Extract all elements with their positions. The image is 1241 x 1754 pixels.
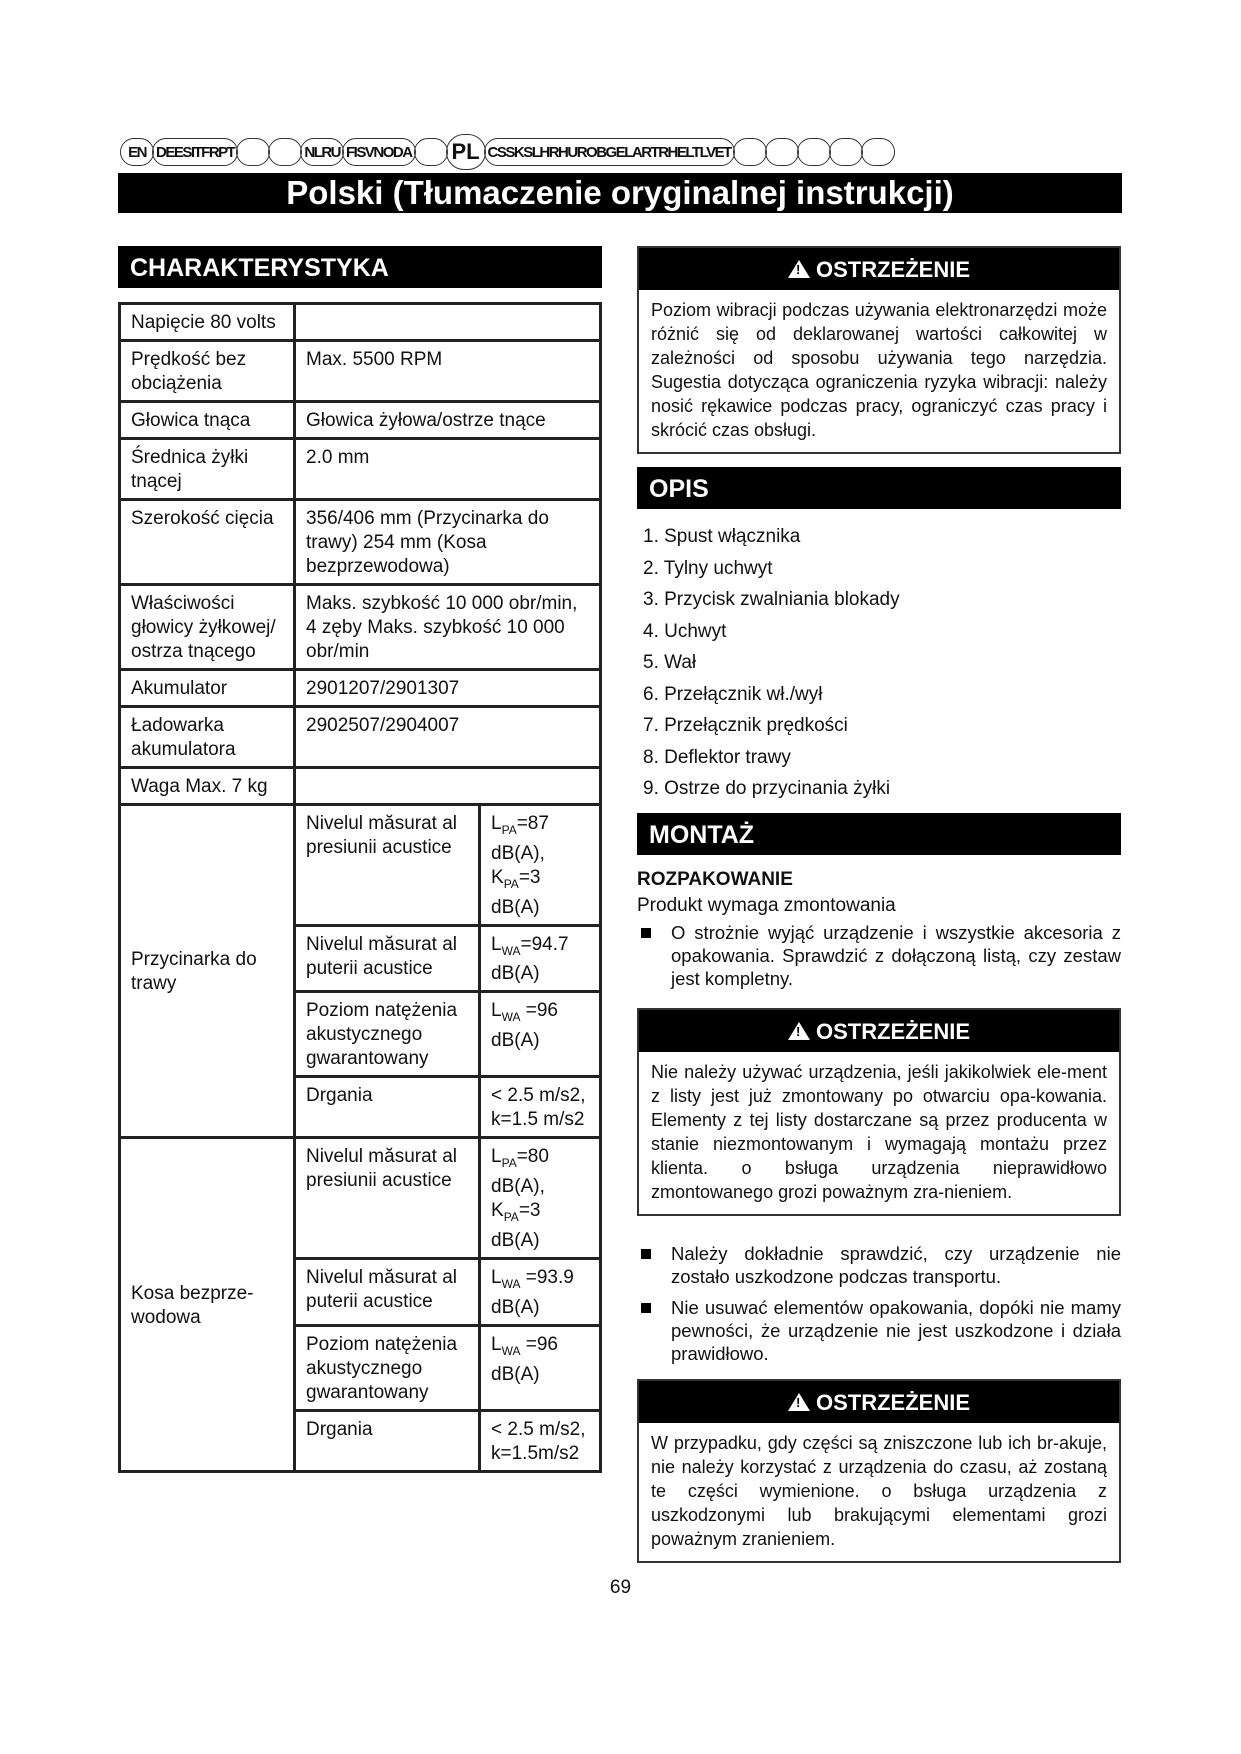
language-tab bbox=[861, 138, 895, 166]
measure-value: $L_{WA}=94.7$ dB(A) bbox=[480, 925, 601, 992]
spec-value: Głowica żyłowa/ostrze tnące bbox=[295, 402, 601, 439]
measure-label: Poziom natężenia akustycznego gwarantowany bbox=[295, 1325, 480, 1410]
spec-value bbox=[295, 304, 601, 341]
spec-value: Max. 5500 RPM bbox=[295, 341, 601, 402]
language-tab bbox=[236, 138, 270, 166]
noise-row bbox=[120, 1138, 601, 1259]
spec-value bbox=[295, 768, 601, 805]
group-label: Przycinarka do trawy bbox=[120, 805, 295, 1138]
language-tab: NLRU bbox=[300, 138, 344, 166]
spec-row bbox=[120, 304, 601, 341]
measure-value: $L_{PA}=87$ dB(A), $K_{PA}=3$ dB(A) bbox=[480, 805, 601, 926]
page-number: 69 bbox=[609, 1577, 632, 1598]
spec-row bbox=[120, 500, 601, 585]
warning-text: W przypadku, gdy części są zniszczone lub ich br-akuje, nie należy korzystać z urządzenia do czasu, aż zostaną te części wymienione. o bsługa urządzenia z uszkodzonymi lub brakującymi elementami grozi poważnym zranieniem. bbox=[651, 1432, 1107, 1549]
warning-text: Nie należy używać urządzenia, jeśli jakikolwiek ele-ment z listy jest już zmontowany po otwarciu opa-kowania. Elementy z tej listy dostarczane są przez producenta w stanie niezmontowanym i wymagają montażu przez klienta. o bsługa urządzenia nieprawidłowo zmontowanego grozi poważnym zra-nieniem. bbox=[651, 1061, 1107, 1202]
bullet-icon bbox=[641, 928, 651, 938]
measure-label: Nivelul măsurat al presiunii acustice bbox=[295, 1138, 480, 1259]
bullet-text: Należy dokładnie sprawdzić, czy urządzenie nie zostało uszkodzone podczas transportu. bbox=[671, 1242, 1121, 1287]
language-tab: DEESITFRPT bbox=[152, 138, 238, 166]
measure-label: Nivelul măsurat al puterii acustice bbox=[295, 925, 480, 992]
measure-label: Nivelul măsurat al puterii acustice bbox=[295, 1258, 480, 1325]
spec-label: Ładowarka akumulatora bbox=[120, 707, 295, 768]
parts-list-item: 9. Ostrze do przycinania żyłki bbox=[643, 778, 891, 799]
measure-value: $L_{WA} =96$ dB(A) bbox=[480, 992, 601, 1077]
measure-label: Poziom natężenia akustycznego gwarantowany bbox=[295, 992, 480, 1077]
language-tab bbox=[268, 138, 302, 166]
spec-value: 2.0 mm bbox=[295, 439, 601, 500]
spec-label: Akumulator bbox=[120, 670, 295, 707]
spec-label: Szerokość cięcia bbox=[120, 500, 295, 585]
language-tab: PL bbox=[446, 134, 486, 170]
bullet-item bbox=[637, 1242, 1121, 1288]
spec-value: 356/406 mm (Przycinarka do trawy) 254 mm (Kosa bezprzewodowa) bbox=[295, 500, 601, 585]
measure-label: Drgania bbox=[295, 1410, 480, 1471]
spec-row bbox=[120, 768, 601, 805]
bullet-icon bbox=[641, 1249, 651, 1259]
spec-row bbox=[120, 439, 601, 500]
spec-value: Maks. szybkość 10 000 obr/min, 4 zęby Maks. szybkość 10 000 obr/min bbox=[295, 585, 601, 670]
language-tab: FISVNODA bbox=[342, 138, 416, 166]
measure-value: $L_{WA} =96$ dB(A) bbox=[480, 1325, 601, 1410]
warning-icon bbox=[788, 1022, 810, 1040]
noise-row bbox=[120, 805, 601, 926]
parts-list bbox=[643, 521, 1121, 805]
bullet-item bbox=[637, 1296, 1121, 1365]
language-tab bbox=[733, 138, 767, 166]
intro-text: Produkt wymaga zmontowania bbox=[637, 894, 896, 916]
page-title: Polski (Tłumaczenie oryginalnej instrukcji) bbox=[118, 173, 1122, 213]
vibration-value: < 2.5 m/s2, k=1.5 m/s2 bbox=[480, 1077, 601, 1138]
language-tab bbox=[797, 138, 831, 166]
language-tab: CSSKSLHRHUROBGELARTRHELTLVET bbox=[484, 138, 735, 166]
language-tab: EN bbox=[120, 138, 154, 166]
section-heading-charakterystyka: CHARAKTERYSTYKA bbox=[118, 246, 602, 288]
spec-value: 2902507/2904007 bbox=[295, 707, 601, 768]
spec-row bbox=[120, 707, 601, 768]
warning-label: OSTRZEŻENIE bbox=[815, 1018, 970, 1044]
parts-list-item: 1. Spust włącznika bbox=[643, 526, 801, 547]
spec-label: Prędkość bez obciążenia bbox=[120, 341, 295, 402]
measure-value: $L_{WA} =93.9$ dB(A) bbox=[480, 1258, 601, 1325]
spec-label: Waga Max. 7 kg bbox=[120, 768, 295, 805]
left-column bbox=[118, 246, 602, 1473]
language-tab bbox=[765, 138, 799, 166]
bullet-text: O strożnie wyjąć urządzenie i wszystkie akcesoria z opakowania. Sprawdzić z dołączoną listą, czy zestaw jest kompletny. bbox=[671, 921, 1121, 989]
parts-list-item: 3. Przycisk zwalniania blokady bbox=[643, 589, 900, 610]
spec-label: Napięcie 80 volts bbox=[120, 304, 295, 341]
parts-list-item: 4. Uchwyt bbox=[643, 620, 727, 642]
vibration-value: < 2.5 m/s2, k=1.5m/s2 bbox=[480, 1410, 601, 1471]
bullet-icon bbox=[641, 1303, 651, 1313]
warning-box bbox=[637, 1379, 1121, 1563]
group-label: Kosa bezprze-wodowa bbox=[120, 1138, 295, 1471]
parts-list-item: 8. Deflektor trawy bbox=[643, 746, 791, 768]
spec-row bbox=[120, 402, 601, 439]
spec-table bbox=[118, 302, 602, 1473]
warning-icon bbox=[788, 1393, 810, 1411]
spec-row bbox=[120, 670, 601, 707]
warning-icon bbox=[788, 260, 810, 278]
spec-label: Właściwości głowicy żyłkowej/ ostrza tnącego bbox=[120, 585, 295, 670]
measure-label: Nivelul măsurat al presiunii acustice bbox=[295, 805, 480, 926]
bullet-item bbox=[637, 921, 1121, 990]
language-tabs bbox=[120, 137, 1122, 167]
warning-label: OSTRZEŻENIE bbox=[815, 257, 970, 282]
section-heading-montaz: MONTAŻ bbox=[637, 813, 1121, 855]
subheading: ROZPAKOWANIE bbox=[637, 868, 793, 890]
spec-row bbox=[120, 585, 601, 670]
parts-list-item: 6. Przełącznik wł./wył bbox=[643, 683, 823, 705]
section-heading-opis: OPIS bbox=[637, 467, 1121, 509]
language-tab bbox=[414, 138, 448, 166]
parts-list-item: 5. Wał bbox=[643, 652, 697, 673]
warning-box bbox=[637, 246, 1121, 454]
right-column bbox=[637, 246, 1121, 1563]
warning-box bbox=[637, 1008, 1121, 1216]
spec-label: Głowica tnąca bbox=[120, 402, 295, 439]
warning-text: Poziom wibracji podczas używania elektronarzędzi może różnić się od deklarowanej wartości całkowitej w zależności od sposobu używania tego narzędzia. Sugestia dotycząca ograniczenia ryzyka wibracji: należy nosić rękawice podczas pracy, ograniczyć czas pracy i skrócić czas obsługi. bbox=[651, 300, 1107, 440]
language-tab bbox=[829, 138, 863, 166]
spec-row bbox=[120, 341, 601, 402]
spec-value: 2901207/2901307 bbox=[295, 670, 601, 707]
spec-label: Średnica żyłki tnącej bbox=[120, 439, 295, 500]
warning-label: OSTRZEŻENIE bbox=[815, 1389, 970, 1415]
bullet-text: Nie usuwać elementów opakowania, dopóki nie mamy pewności, że urządzenie nie jest uszkodzone i działa prawidłowo. bbox=[671, 1296, 1121, 1364]
measure-value: $L_{PA}=80$ dB(A), $K_{PA}=3$ dB(A) bbox=[480, 1138, 601, 1259]
parts-list-item: 7. Przełącznik prędkości bbox=[643, 715, 848, 736]
measure-label: Drgania bbox=[295, 1077, 480, 1138]
parts-list-item: 2. Tylny uchwyt bbox=[643, 557, 773, 579]
